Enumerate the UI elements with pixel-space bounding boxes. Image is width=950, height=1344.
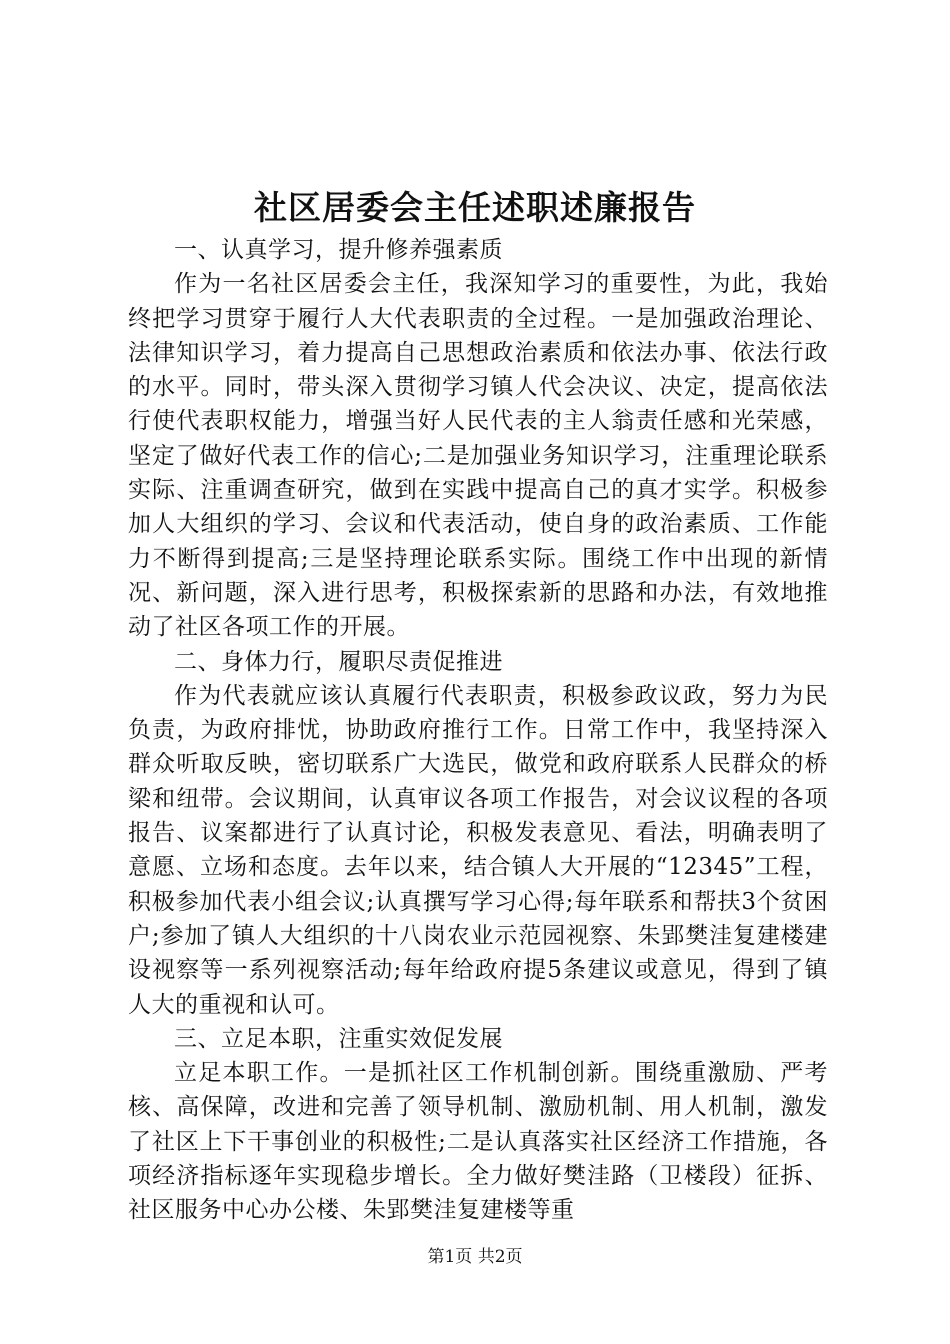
paragraph-2: 作为代表就应该认真履行代表职责，积极参政议政，努力为民负责，为政府排忧，协助政府推行工作。日常工作中，我坚持深入群众听取反映，密切联系广大选民，做党和政府联系人民群众的桥梁和纽带。会议期间，认真审议各项工作报告，对会议议程的各项报告、议案都进行了认真讨论，积极发表意见、看法，明确表明了意愿、立场和态度。去年以来，结合镇人大开展的“12345”工程，积极参加代表小组会议;认真撰写学习心得;每年联系和帮扶3个贫困户;参加了镇人大组织的十八岗农业示范园视察、朱郢樊洼复建楼建设视察等一系列视察活动;每年给政府提5条建议或意见，得到了镇人大的重视和认可。 [128,682,828,1018]
page-footer: 第1页 共2页 [427,1247,523,1267]
section-heading-2: 二、身体力行，履职尽责促推进 [174,648,503,675]
paragraph-1: 作为一名社区居委会主任，我深知学习的重要性，为此，我始终把学习贯穿于履行人大代表职责的全过程。一是加强政治理论、法律知识学习，着力提高自己思想政治素质和依法办事、依法行政的水平。同时，带头深入贯彻学习镇人代会决议、决定，提高依法行使代表职权能力，增强当好人民代表的主人翁责任感和光荣感，坚定了做好代表工作的信心;二是加强业务知识学习，注重理论联系实际、注重调查研究，做到在实践中提高自己的真才实学。积极参加人大组织的学习、会议和代表活动，使自身的政治素质、工作能力不断得到提高;三是坚持理论联系实际。围绕工作中出现的新情况、新问题，深入进行思考，积极探索新的思路和办法，有效地推动了社区各项工作的开展。 [128,271,828,641]
paragraph-3: 立足本职工作。一是抓社区工作机制创新。围绕重激励、严考核、高保障，改进和完善了领导机制、激励机制、用人机制，激发了社区上下干事创业的积极性;二是认真落实社区经济工作措施，各项经济指标逐年实现稳步增长。全力做好樊洼路（卫楼段）征拆、社区服务中心办公楼、朱郢樊洼复建楼等重 [128,1060,828,1224]
section-heading-3: 三、立足本职，注重实效促发展 [174,1025,503,1052]
document-body [128,233,828,1228]
document-title: 社区居委会主任述职述廉报告 [254,188,696,227]
section-heading-1: 一、认真学习，提升修养强素质 [174,237,503,263]
